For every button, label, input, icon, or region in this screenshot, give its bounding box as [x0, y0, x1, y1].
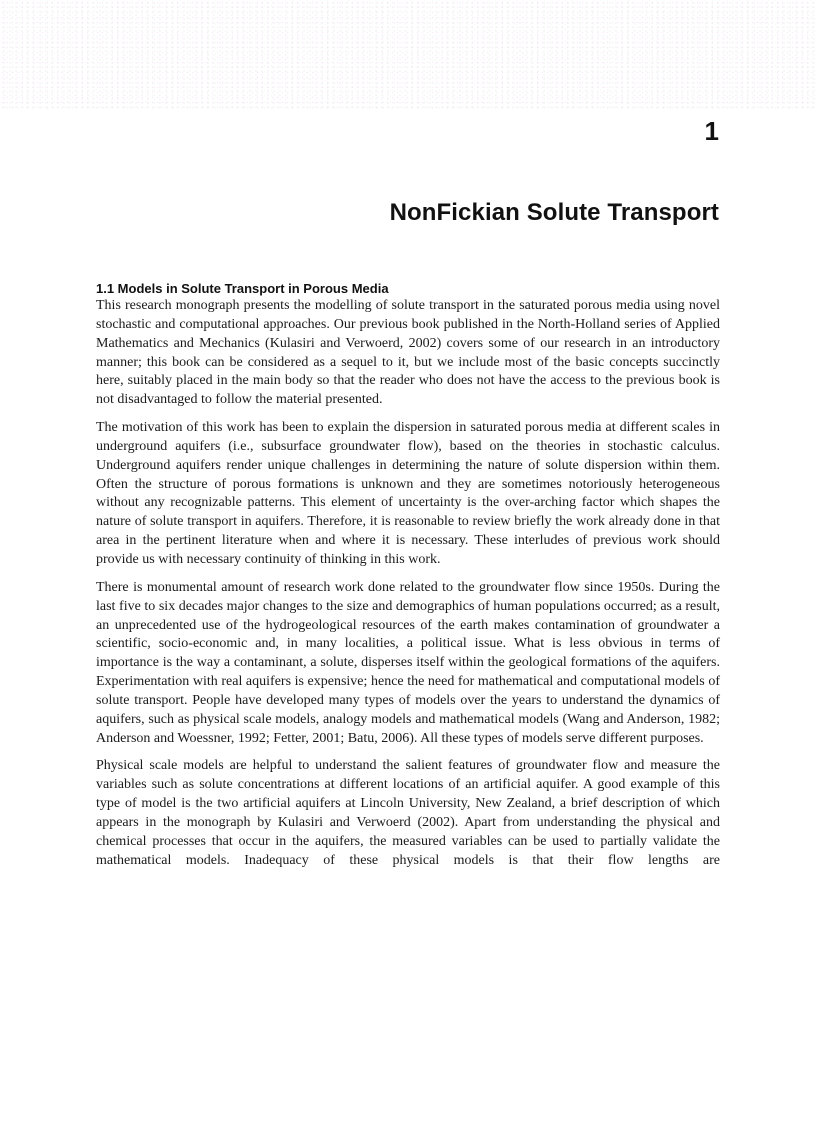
paragraph-3: There is monumental amount of research work done related to the groundwater flow since 1950s. During the last five to six decades major changes to the size and demographics of human populations occurred; as a result, an unprecedented use of the hydrogeological resources of the earth makes contamination of groundwater a scientific, socio-economic and, in many localities, a political issue. What is less obvious in terms of importance is the way a contaminant, a solute, disperses itself within the geological formations of the aquifers. Experimentation with real aquifers is expensive; hence the need for mathematical and computational models of solute transport. People have developed many types of models over the years to understand the dynamics of aquifers, such as physical scale models, analogy models and mathematical models (Wang and Anderson, 1982; Anderson and Woessner, 1992; Fetter, 2001; Batu, 2006). All these types of models serve different purposes. — [96, 579, 720, 746]
paragraph-1: This research monograph presents the modelling of solute transport in the saturated porous media using novel stochastic and computational approaches. Our previous book published in the North-Holland series of Applied Mathematics and Mechanics (Kulasiri and Verwoerd, 2002) covers some of our research in an introductory manner; this book can be considered as a sequel to it, but we include most of the basic concepts succinctly here, suitably placed in the main body so that the reader who does not have the access to the previous book is not disadvantaged to follow the material presented. — [96, 298, 720, 408]
chapter-title: NonFickian Solute Transport — [389, 199, 719, 226]
page-content — [96, 280, 720, 879]
section-heading: 1.1 Models in Solute Transport in Porous Media — [96, 281, 389, 296]
paragraph-2: The motivation of this work has been to explain the dispersion in saturated porous media at different scales in underground aquifers (i.e., subsurface groundwater flow), based on the theories in stochastic calculus. Underground aquifers render unique challenges in determining the nature of solute dispersion within them. Often the structure of porous formations is unknown and they are sometimes notoriously heterogeneous without any recognizable patterns. This element of uncertainty is the over-arching factor which shapes the nature of solute transport in aquifers. Therefore, it is reasonable to review briefly the work already done in that area in the pertinent literature when and where it is necessary. These interludes of previous work should provide us with necessary continuity of thinking in this work. — [96, 420, 720, 567]
chapter-number: 1 — [704, 116, 719, 146]
paragraph-4: Physical scale models are helpful to understand the salient features of groundwater flow and measure the variables such as solute concentrations at different locations of an artificial aquifer. A good example of this type of model is the two artificial aquifers at Lincoln University, New Zealand, a brief description of which appears in the monograph by Kulasiri and Verwoerd (2002). Apart from understanding the physical and chemical processes that occur in the aquifers, the measured variables can be used to partially validate the mathematical models. Inadequacy of these physical models is that their flow lengths are — [96, 758, 720, 868]
scan-noise-band — [0, 0, 816, 110]
